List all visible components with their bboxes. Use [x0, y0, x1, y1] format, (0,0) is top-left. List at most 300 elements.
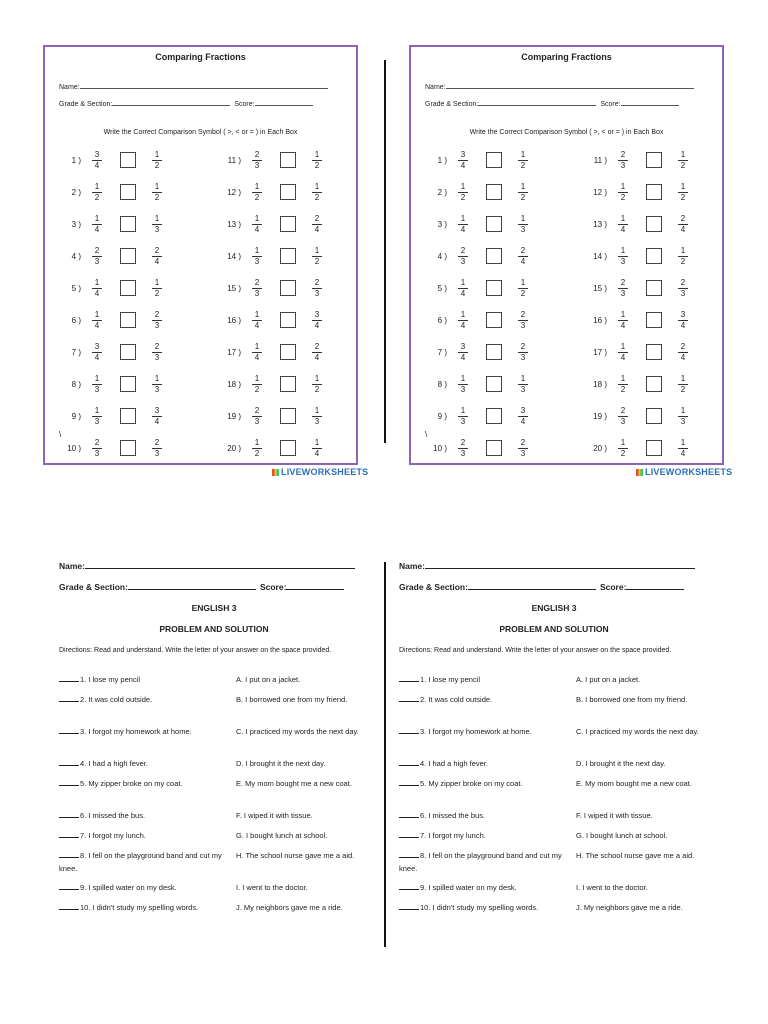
denominator: 2 [254, 449, 260, 458]
denominator: 3 [520, 225, 526, 234]
numerator: 2 [152, 246, 162, 257]
problem-item [59, 757, 234, 770]
numerator: 1 [252, 182, 262, 193]
denominator: 2 [680, 193, 686, 202]
question-number: 1 ) [71, 156, 81, 165]
numerator: 2 [152, 310, 162, 321]
problem-text: 8. I fell on the playground band and cut my knee. [399, 851, 562, 873]
answer-box[interactable] [280, 440, 296, 456]
right-fraction [152, 342, 162, 363]
answer-box[interactable] [280, 248, 296, 264]
denominator: 2 [154, 193, 160, 202]
left-fraction [618, 342, 628, 363]
numerator: 1 [92, 374, 102, 385]
topic-title: PROBLEM AND SOLUTION [499, 624, 609, 634]
problem-text: 9. I spilled water on my desk. [80, 883, 177, 892]
solution-item: E. My mom bought me a new coat. [236, 779, 352, 788]
answer-box[interactable] [486, 184, 502, 200]
question-number: 14 ) [593, 252, 607, 261]
question-number: 11 ) [227, 156, 241, 165]
grade-input-line[interactable] [112, 99, 230, 106]
numerator: 1 [458, 374, 468, 385]
numerator: 1 [92, 214, 102, 225]
right-fraction [312, 438, 322, 459]
score-input-line[interactable] [621, 99, 679, 106]
answer-box[interactable] [646, 280, 662, 296]
name-input-line[interactable] [85, 561, 355, 569]
answer-box[interactable] [486, 280, 502, 296]
problem-item [59, 809, 234, 822]
answer-blank[interactable] [59, 901, 79, 910]
numerator: 2 [92, 438, 102, 449]
answer-blank[interactable] [399, 673, 419, 682]
question-number: 15 ) [227, 284, 241, 293]
answer-box[interactable] [280, 376, 296, 392]
numerator: 1 [252, 310, 262, 321]
answer-box[interactable] [280, 184, 296, 200]
answer-box[interactable] [120, 376, 136, 392]
question-number: 8 ) [71, 380, 81, 389]
problem-item [59, 693, 234, 706]
denominator: 4 [254, 321, 260, 330]
score-input-line[interactable] [286, 582, 344, 590]
problem-item [59, 829, 234, 842]
answer-box[interactable] [120, 312, 136, 328]
question-number: 9 ) [71, 412, 81, 421]
right-fraction [678, 406, 688, 427]
stray-mark: \ [425, 430, 428, 439]
answer-blank[interactable] [59, 725, 79, 734]
denominator: 3 [94, 257, 100, 266]
numerator: 2 [252, 278, 262, 289]
numerator: 1 [252, 374, 262, 385]
question-number: 7 ) [437, 348, 447, 357]
answer-box[interactable] [646, 408, 662, 424]
answer-box[interactable] [486, 152, 502, 168]
left-fraction [458, 310, 468, 331]
question-number: 17 ) [593, 348, 607, 357]
worksheet-title: Comparing Fractions [521, 52, 612, 62]
answer-box[interactable] [486, 344, 502, 360]
liveworksheets-logo-left[interactable]: LIVEWORKSHEETS [272, 467, 368, 477]
answer-box[interactable] [280, 408, 296, 424]
answer-blank[interactable] [59, 777, 79, 786]
numerator: 2 [152, 438, 162, 449]
denominator: 2 [254, 193, 260, 202]
numerator: 2 [312, 214, 322, 225]
solution-item: D. I brought it the next day. [236, 759, 326, 768]
answer-box[interactable] [120, 248, 136, 264]
denominator: 3 [680, 417, 686, 426]
denominator: 3 [154, 449, 160, 458]
question-number: 2 ) [437, 188, 447, 197]
liveworksheets-logo-right[interactable]: LIVEWORKSHEETS [636, 467, 732, 477]
problem-item [399, 725, 574, 738]
problem-item [399, 849, 574, 875]
numerator: 1 [152, 150, 162, 161]
problem-item [59, 725, 234, 738]
right-fraction [152, 310, 162, 331]
denominator: 4 [520, 417, 526, 426]
right-fraction [312, 150, 322, 171]
answer-box[interactable] [120, 440, 136, 456]
denominator: 4 [680, 353, 686, 362]
solution-item: J. My neighbors gave me a ride. [236, 903, 343, 912]
denominator: 2 [520, 161, 526, 170]
denominator: 4 [314, 321, 320, 330]
instructions: Write the Correct Comparison Symbol ( >, < or = ) in Each Box [103, 129, 298, 136]
answer-box[interactable] [646, 184, 662, 200]
answer-box[interactable] [646, 216, 662, 232]
question-number: 10 ) [433, 444, 447, 453]
right-fraction [678, 214, 688, 235]
denominator: 2 [680, 161, 686, 170]
numerator: 1 [678, 150, 688, 161]
numerator: 3 [92, 150, 102, 161]
answer-blank[interactable] [399, 849, 419, 858]
denominator: 2 [94, 193, 100, 202]
numerator: 1 [92, 406, 102, 417]
denominator: 2 [314, 257, 320, 266]
denominator: 4 [680, 449, 686, 458]
right-fraction [518, 406, 528, 427]
grade-input-line[interactable] [478, 99, 596, 106]
denominator: 3 [254, 289, 260, 298]
question-number: 5 ) [437, 284, 447, 293]
denominator: 4 [154, 257, 160, 266]
left-fraction [458, 150, 468, 171]
denominator: 3 [94, 417, 100, 426]
left-fraction [252, 342, 262, 363]
numerator: 2 [312, 278, 322, 289]
denominator: 2 [460, 193, 466, 202]
solution-item: I. I went to the doctor. [236, 883, 308, 892]
denominator: 4 [680, 225, 686, 234]
left-fraction [252, 406, 262, 427]
left-fraction [458, 214, 468, 235]
right-fraction [152, 214, 162, 235]
solution-item: A. I put on a jacket. [236, 675, 301, 684]
answer-box[interactable] [120, 184, 136, 200]
denominator: 3 [520, 385, 526, 394]
denominator: 3 [620, 417, 626, 426]
answer-box[interactable] [120, 408, 136, 424]
name-label: Name: [59, 561, 85, 571]
problem-text: 9. I spilled water on my desk. [420, 883, 517, 892]
right-fraction [518, 374, 528, 395]
answer-box[interactable] [486, 440, 502, 456]
answer-blank[interactable] [399, 881, 419, 890]
name-input-line[interactable] [425, 561, 695, 569]
answer-box[interactable] [646, 248, 662, 264]
answer-box[interactable] [486, 376, 502, 392]
question-number: 12 ) [227, 188, 241, 197]
problem-text: 1. I lose my pencil [420, 675, 481, 684]
left-fraction [618, 438, 628, 459]
divider-line-bottom [384, 562, 386, 947]
problem-item [59, 777, 234, 790]
numerator: 1 [458, 310, 468, 321]
answer-box[interactable] [486, 408, 502, 424]
solution-item: F. I wiped it with tissue. [576, 811, 653, 820]
answer-box[interactable] [280, 280, 296, 296]
answer-box[interactable] [120, 216, 136, 232]
answer-blank[interactable] [59, 809, 79, 818]
problem-item [59, 901, 234, 914]
question-number: 19 ) [593, 412, 607, 421]
question-number: 11 ) [593, 156, 607, 165]
answer-blank[interactable] [399, 777, 419, 786]
left-fraction [252, 182, 262, 203]
right-fraction [152, 182, 162, 203]
denominator: 4 [680, 321, 686, 330]
denominator: 4 [460, 161, 466, 170]
denominator: 4 [254, 225, 260, 234]
denominator: 3 [520, 449, 526, 458]
denominator: 3 [520, 321, 526, 330]
denominator: 3 [154, 353, 160, 362]
denominator: 3 [460, 385, 466, 394]
left-fraction [458, 246, 468, 267]
numerator: 1 [252, 214, 262, 225]
answer-box[interactable] [486, 248, 502, 264]
answer-blank[interactable] [59, 693, 79, 702]
problem-item [399, 881, 574, 894]
denominator: 2 [620, 193, 626, 202]
numerator: 1 [618, 310, 628, 321]
answer-blank[interactable] [59, 849, 79, 858]
grade-label: Grade & Section: [399, 582, 468, 592]
answer-box[interactable] [646, 376, 662, 392]
directions-text: Directions: Read and understand. Write the letter of your answer on the space provided. [59, 647, 332, 654]
answer-box[interactable] [120, 280, 136, 296]
denominator: 2 [154, 161, 160, 170]
problem-text: 4. I had a high fever. [80, 759, 148, 768]
right-fraction [152, 246, 162, 267]
numerator: 1 [518, 150, 528, 161]
question-number: 20 ) [227, 444, 241, 453]
answer-box[interactable] [280, 344, 296, 360]
denominator: 4 [154, 417, 160, 426]
liveworksheets-icon [272, 469, 279, 476]
question-number: 19 ) [227, 412, 241, 421]
denominator: 3 [94, 385, 100, 394]
answer-box[interactable] [120, 152, 136, 168]
subject-title: ENGLISH 3 [191, 603, 237, 613]
left-fraction [92, 406, 102, 427]
grade-score-field [59, 99, 313, 108]
numerator: 2 [312, 342, 322, 353]
answer-blank[interactable] [399, 725, 419, 734]
denominator: 2 [680, 257, 686, 266]
left-fraction [252, 374, 262, 395]
numerator: 1 [518, 214, 528, 225]
numerator: 1 [458, 214, 468, 225]
divider-line-top [384, 60, 386, 443]
answer-blank[interactable] [399, 693, 419, 702]
denominator: 2 [520, 193, 526, 202]
left-fraction [618, 150, 628, 171]
answer-box[interactable] [646, 344, 662, 360]
problem-item [399, 757, 574, 770]
left-fraction [252, 150, 262, 171]
numerator: 1 [312, 150, 322, 161]
answer-box[interactable] [646, 440, 662, 456]
left-fraction [92, 246, 102, 267]
problem-text: 7. I forgot my lunch. [80, 831, 146, 840]
denominator: 2 [254, 385, 260, 394]
numerator: 2 [678, 278, 688, 289]
denominator: 2 [154, 289, 160, 298]
question-number: 2 ) [71, 188, 81, 197]
answer-blank[interactable] [59, 881, 79, 890]
left-fraction [458, 406, 468, 427]
numerator: 2 [618, 278, 628, 289]
question-number: 1 ) [437, 156, 447, 165]
question-number: 15 ) [593, 284, 607, 293]
grade-input-line[interactable] [128, 582, 256, 590]
question-number: 4 ) [437, 252, 447, 261]
right-fraction [518, 246, 528, 267]
name-input-line[interactable] [80, 82, 328, 89]
name-label: Name: [425, 84, 446, 91]
denominator: 4 [94, 353, 100, 362]
right-fraction [312, 342, 322, 363]
right-fraction [518, 214, 528, 235]
left-fraction [92, 278, 102, 299]
left-fraction [458, 182, 468, 203]
answer-box[interactable] [280, 216, 296, 232]
answer-box[interactable] [646, 152, 662, 168]
numerator: 2 [252, 406, 262, 417]
answer-blank[interactable] [399, 757, 419, 766]
numerator: 3 [458, 150, 468, 161]
answer-blank[interactable] [399, 809, 419, 818]
numerator: 1 [678, 374, 688, 385]
numerator: 1 [252, 438, 262, 449]
answer-box[interactable] [280, 152, 296, 168]
left-fraction [92, 374, 102, 395]
denominator: 2 [620, 449, 626, 458]
numerator: 1 [518, 374, 528, 385]
denominator: 4 [520, 257, 526, 266]
problem-text: 5. My zipper broke on my coat. [420, 779, 523, 788]
solution-item: C. I practiced my words the next day. [236, 727, 359, 736]
fraction-worksheet-right [409, 45, 724, 465]
numerator: 2 [518, 342, 528, 353]
name-label: Name: [399, 561, 425, 571]
question-number: 9 ) [437, 412, 447, 421]
numerator: 1 [92, 182, 102, 193]
name-field [59, 561, 355, 571]
question-number: 18 ) [227, 380, 241, 389]
numerator: 1 [458, 406, 468, 417]
numerator: 3 [152, 406, 162, 417]
numerator: 1 [312, 406, 322, 417]
denominator: 3 [314, 417, 320, 426]
grade-score-field [59, 582, 344, 592]
denominator: 3 [94, 449, 100, 458]
numerator: 2 [252, 150, 262, 161]
question-number: 6 ) [71, 316, 81, 325]
score-label: Score: [600, 101, 621, 108]
answer-box[interactable] [486, 312, 502, 328]
left-fraction [618, 214, 628, 235]
question-number: 14 ) [227, 252, 241, 261]
problem-item [59, 881, 234, 894]
score-label: Score: [234, 101, 255, 108]
grade-input-line[interactable] [468, 582, 596, 590]
denominator: 4 [314, 353, 320, 362]
numerator: 1 [152, 182, 162, 193]
denominator: 3 [254, 257, 260, 266]
denominator: 2 [314, 161, 320, 170]
grade-label: Grade & Section: [59, 582, 128, 592]
fraction-worksheet-left [43, 45, 358, 465]
denominator: 2 [520, 289, 526, 298]
numerator: 1 [252, 342, 262, 353]
answer-blank[interactable] [59, 673, 79, 682]
score-input-line[interactable] [255, 99, 313, 106]
answer-box[interactable] [280, 312, 296, 328]
answer-blank[interactable] [399, 829, 419, 838]
numerator: 1 [252, 246, 262, 257]
right-fraction [678, 182, 688, 203]
left-fraction [618, 182, 628, 203]
left-fraction [92, 342, 102, 363]
problem-text: 3. I forgot my homework at home. [80, 727, 192, 736]
right-fraction [312, 374, 322, 395]
denominator: 4 [94, 321, 100, 330]
score-input-line[interactable] [626, 582, 684, 590]
solution-item: F. I wiped it with tissue. [236, 811, 313, 820]
right-fraction [152, 278, 162, 299]
numerator: 1 [312, 182, 322, 193]
problem-text: 2. It was cold outside. [420, 695, 493, 704]
answer-blank[interactable] [59, 829, 79, 838]
question-number: 16 ) [227, 316, 241, 325]
problem-item [399, 777, 574, 790]
left-fraction [618, 278, 628, 299]
name-input-line[interactable] [446, 82, 694, 89]
denominator: 4 [460, 321, 466, 330]
numerator: 1 [618, 342, 628, 353]
numerator: 3 [678, 310, 688, 321]
numerator: 2 [618, 406, 628, 417]
left-fraction [618, 374, 628, 395]
question-number: 13 ) [227, 220, 241, 229]
numerator: 1 [518, 278, 528, 289]
solution-item: E. My mom bought me a new coat. [576, 779, 692, 788]
answer-blank[interactable] [59, 757, 79, 766]
numerator: 3 [458, 342, 468, 353]
solution-item: A. I put on a jacket. [576, 675, 641, 684]
numerator: 1 [152, 374, 162, 385]
answer-blank[interactable] [399, 901, 419, 910]
answer-box[interactable] [646, 312, 662, 328]
question-number: 8 ) [437, 380, 447, 389]
question-number: 6 ) [437, 316, 447, 325]
numerator: 1 [152, 214, 162, 225]
denominator: 3 [520, 353, 526, 362]
answer-box[interactable] [120, 344, 136, 360]
left-fraction [92, 438, 102, 459]
numerator: 1 [678, 438, 688, 449]
answer-box[interactable] [486, 216, 502, 232]
numerator: 1 [678, 406, 688, 417]
problem-text: 6. I missed the bus. [80, 811, 146, 820]
problem-text: 1. I lose my pencil [80, 675, 141, 684]
